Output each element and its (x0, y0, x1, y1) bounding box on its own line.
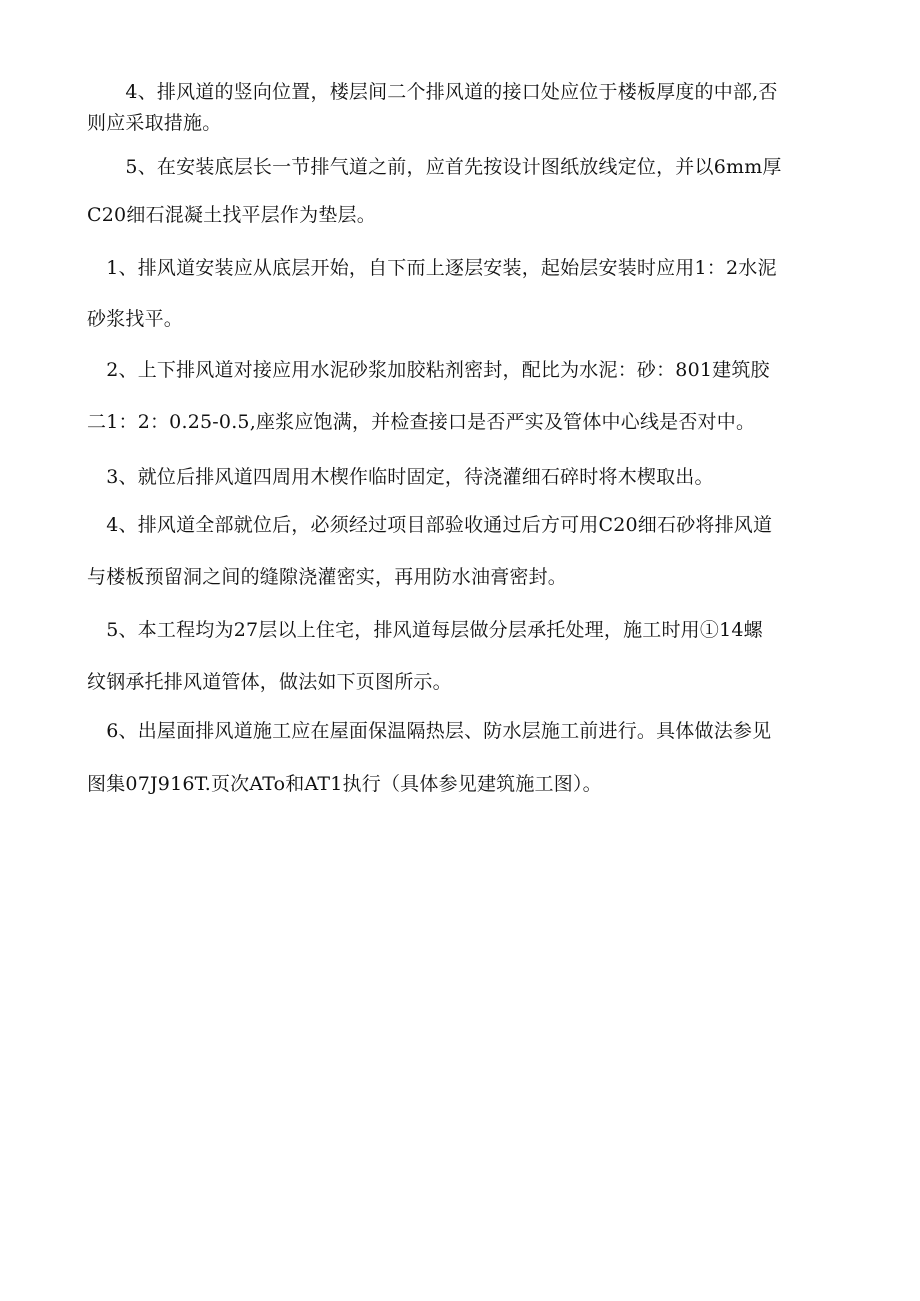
text-line-14: 6、出屋面排风道施工应在屋面保温隔热层、防水层施工前进行。具体做法参见 (87, 720, 772, 742)
text-line-4: C20细石混凝土找平层作为垫层。 (87, 204, 376, 226)
text-line-12: 5、本工程均为27层以上住宅，排风道每层做分层承托处理，施工时用①14螺 (87, 619, 763, 641)
text-line-9: 3、就位后排风道四周用木楔作临时固定，待浇灌细石碎时将木楔取出。 (87, 466, 714, 488)
text-line-2: 则应采取措施。 (87, 112, 222, 134)
text-line-5: 1、排风道安装应从底层开始，自下而上逐层安装，起始层安装时应用1：2水泥 (87, 257, 777, 279)
text-line-13: 纹钢承托排风道管体，做法如下页图所示。 (87, 671, 452, 693)
text-line-3: 5、在安装底层长一节排气道之前，应首先按设计图纸放线定位，并以6mm厚 (87, 156, 782, 178)
text-line-7: 2、上下排风道对接应用水泥砂浆加胶粘剂密封，配比为水泥：砂：801建筑胶 (87, 359, 770, 381)
text-line-10: 4、排风道全部就位后，必须经过项目部验收通过后方可用C20细石砂将排风道 (87, 514, 773, 536)
text-line-1: 4、排风道的竖向位置，楼层间二个排风道的接口处应位于楼板厚度的中部,否 (87, 81, 778, 103)
text-line-6: 砂浆找平。 (87, 308, 184, 330)
text-line-11: 与楼板预留洞之间的缝隙浇灌密实，再用防水油膏密封。 (87, 566, 568, 588)
text-line-8: 二1：2：0.25-0.5,座浆应饱满，并检查接口是否严实及管体中心线是否对中。 (87, 411, 756, 433)
text-line-15: 图集07J916T.页次ATo和AT1执行（具体参见建筑施工图）。 (87, 773, 602, 795)
